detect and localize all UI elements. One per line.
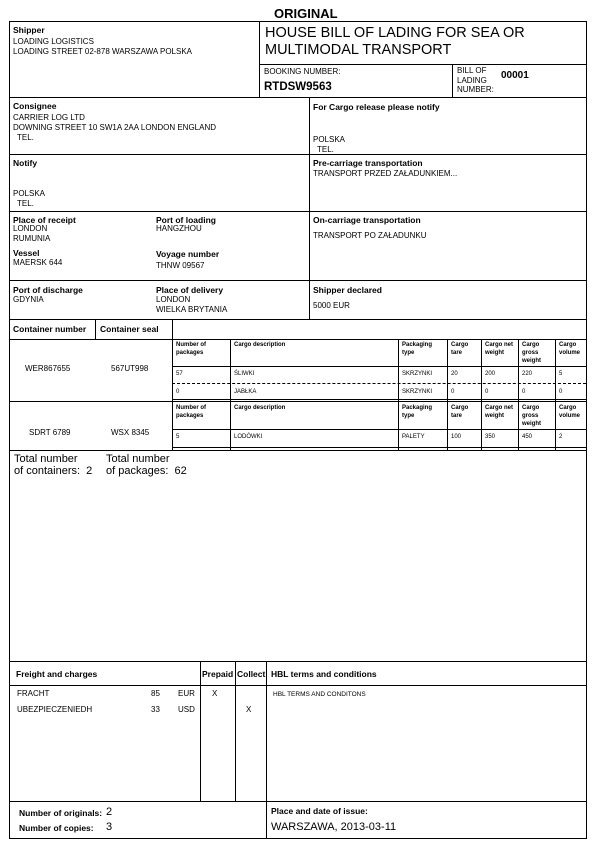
notify-label: Notify bbox=[13, 158, 38, 168]
total-packages: Total number of packages: 62 bbox=[106, 453, 187, 477]
pre-carriage-value: TRANSPORT PRZED ZAŁADUNKIEM... bbox=[313, 169, 458, 178]
freight-item-name: FRACHT bbox=[17, 689, 50, 698]
cargo-row-description: LODÓWKI bbox=[234, 434, 263, 440]
cargo-row-tare: 20 bbox=[451, 371, 458, 377]
cargo-header-volume: Cargo volume bbox=[559, 405, 581, 419]
copies-value: 3 bbox=[106, 821, 113, 833]
cargo-row-gross: 220 bbox=[522, 371, 533, 377]
cargo-header-packages: Number of packages bbox=[176, 405, 206, 419]
cargo-row-gross: 0 bbox=[522, 389, 526, 395]
freight-item-prepaid: X bbox=[212, 689, 218, 698]
hbl-terms-label: HBL terms and conditions bbox=[271, 669, 377, 679]
consignee-tel: TEL. bbox=[17, 133, 34, 142]
document-title-line2: MULTIMODAL TRANSPORT bbox=[265, 42, 452, 58]
pre-carriage-label: Pre-carriage transportation bbox=[313, 158, 423, 168]
cargo-row-description: ŚLIWKI bbox=[234, 371, 255, 377]
cargo-row-packages: 0 bbox=[176, 389, 180, 395]
cargo-row-net: 0 bbox=[485, 389, 489, 395]
container-seal-header: Container seal bbox=[100, 324, 159, 334]
cargo-row-net: 200 bbox=[485, 371, 496, 377]
originals-label: Number of originals: bbox=[19, 808, 103, 818]
cargo-row-description: JABŁKA bbox=[234, 389, 257, 395]
freight-charges-label: Freight and charges bbox=[16, 669, 98, 679]
vessel-value: MAERSK 644 bbox=[13, 258, 63, 267]
cargo-row-packing: SKRZYNKI bbox=[402, 389, 433, 395]
place-of-receipt-city: LONDON bbox=[13, 224, 48, 233]
shipper-label: Shipper bbox=[13, 25, 45, 35]
shipper-declared-label: Shipper declared bbox=[313, 285, 382, 295]
place-of-receipt-label: Place of receipt bbox=[13, 215, 76, 225]
cargo-header-gross: Cargo gross weight bbox=[522, 405, 541, 427]
doc-status: ORIGINAL bbox=[274, 6, 338, 21]
container-2-number: SDRT 6789 bbox=[29, 428, 71, 437]
freight-item-name: UBEZPIECZENIEDH bbox=[17, 705, 93, 714]
cargo-header-tare: Cargo tare bbox=[451, 405, 469, 419]
cargo-row-packing: SKRZYNKI bbox=[402, 371, 433, 377]
cargo-header-packages: Number of packages bbox=[176, 342, 206, 356]
cargo-row-tare: 0 bbox=[451, 389, 455, 395]
place-of-receipt-country: RUMUNIA bbox=[13, 234, 51, 243]
place-of-delivery-label: Place of delivery bbox=[156, 285, 224, 295]
consignee-label: Consignee bbox=[13, 101, 57, 111]
cargo-header-description: Cargo description bbox=[234, 342, 286, 348]
cargo-row-volume: 2 bbox=[559, 434, 563, 440]
cargo-release-tel: TEL. bbox=[317, 145, 334, 154]
place-of-delivery-city: LONDON bbox=[156, 295, 191, 304]
cargo-row-packages: 5 bbox=[176, 434, 180, 440]
container-1-seal: 567UT998 bbox=[111, 364, 149, 373]
cargo-row-volume: 5 bbox=[559, 371, 563, 377]
cargo-header-tare: Cargo tare bbox=[451, 342, 469, 356]
total-containers: Total number of containers: 2 bbox=[14, 453, 93, 477]
cargo-header-gross: Cargo gross weight bbox=[522, 342, 541, 364]
cargo-release-country: POLSKA bbox=[313, 135, 346, 144]
prepaid-label: Prepaid bbox=[202, 669, 234, 679]
cargo-header-net: Cargo net weight bbox=[485, 405, 514, 419]
on-carriage-label: On-carriage transportation bbox=[313, 215, 421, 225]
freight-item-collect: X bbox=[246, 705, 252, 714]
notify-country: POLSKA bbox=[13, 189, 46, 198]
container-1-number: WER867655 bbox=[25, 364, 71, 373]
issue-place-date-label: Place and date of issue: bbox=[271, 806, 368, 816]
shipper-address: LOADING STREET 02-878 WARSZAWA POLSKA bbox=[13, 47, 193, 56]
freight-item-amount: 85 bbox=[151, 689, 160, 698]
port-of-loading-value: HANGZHOU bbox=[156, 224, 202, 233]
port-of-discharge-label: Port of discharge bbox=[13, 285, 83, 295]
bill-of-lading-form bbox=[9, 21, 587, 839]
shipper-name: LOADING LOGISTICS bbox=[13, 37, 94, 46]
cargo-row-packing: PALETY bbox=[402, 434, 425, 440]
consignee-address: DOWNING STREET 10 SW1A 2AA LONDON ENGLAND bbox=[13, 123, 217, 132]
voyage-number-label: Voyage number bbox=[156, 249, 220, 259]
cargo-header-packing: Packaging type bbox=[402, 405, 433, 419]
copies-label: Number of copies: bbox=[19, 823, 94, 833]
vessel-label: Vessel bbox=[13, 248, 40, 258]
freight-item-amount: 33 bbox=[151, 705, 160, 714]
collect-label: Collect bbox=[237, 669, 266, 679]
freight-item-currency: EUR bbox=[178, 689, 195, 698]
consignee-name: CARRIER LOG LTD bbox=[13, 113, 85, 122]
total-packages-value: 62 bbox=[174, 465, 187, 477]
port-of-loading-label: Port of loading bbox=[156, 215, 216, 225]
cargo-header-description: Cargo description bbox=[234, 405, 286, 411]
cargo-row-packages: 57 bbox=[176, 371, 183, 377]
total-containers-value: 2 bbox=[86, 465, 93, 477]
container-number-header: Container number bbox=[13, 324, 87, 334]
freight-item-currency: USD bbox=[178, 705, 195, 714]
cargo-header-net: Cargo net weight bbox=[485, 342, 514, 356]
cargo-header-volume: Cargo volume bbox=[559, 342, 581, 356]
originals-value: 2 bbox=[106, 806, 113, 818]
cargo-row-tare: 100 bbox=[451, 434, 462, 440]
notify-tel: TEL. bbox=[17, 199, 34, 208]
port-of-discharge-value: GDYNIA bbox=[13, 295, 44, 304]
booking-number-value: RTDSW9563 bbox=[264, 81, 332, 93]
cargo-release-label: For Cargo release please notify bbox=[313, 102, 440, 112]
bl-number-value: 00001 bbox=[501, 70, 529, 81]
shipper-declared-value: 5000 EUR bbox=[313, 301, 350, 310]
cargo-row-gross: 450 bbox=[522, 434, 533, 440]
hbl-terms-value: HBL TERMS AND CONDITONS bbox=[273, 691, 366, 698]
cargo-header-packing: Packaging type bbox=[402, 342, 433, 356]
place-of-delivery-country: WIELKA BRYTANIA bbox=[156, 305, 228, 314]
cargo-row-net: 350 bbox=[485, 434, 496, 440]
container-2-seal: WSX 8345 bbox=[111, 428, 150, 437]
bl-number-label: BILL OF LADING NUMBER: bbox=[457, 66, 494, 94]
issue-place-date-value: WARSZAWA, 2013-03-11 bbox=[271, 821, 397, 833]
booking-number-label: BOOKING NUMBER: bbox=[264, 67, 341, 76]
on-carriage-value: TRANSPORT PO ZAŁADUNKU bbox=[313, 231, 427, 240]
voyage-number-value: THNW 09567 bbox=[156, 261, 205, 270]
document-title-line1: HOUSE BILL OF LADING FOR SEA OR bbox=[265, 25, 525, 41]
cargo-row-volume: 0 bbox=[559, 389, 563, 395]
